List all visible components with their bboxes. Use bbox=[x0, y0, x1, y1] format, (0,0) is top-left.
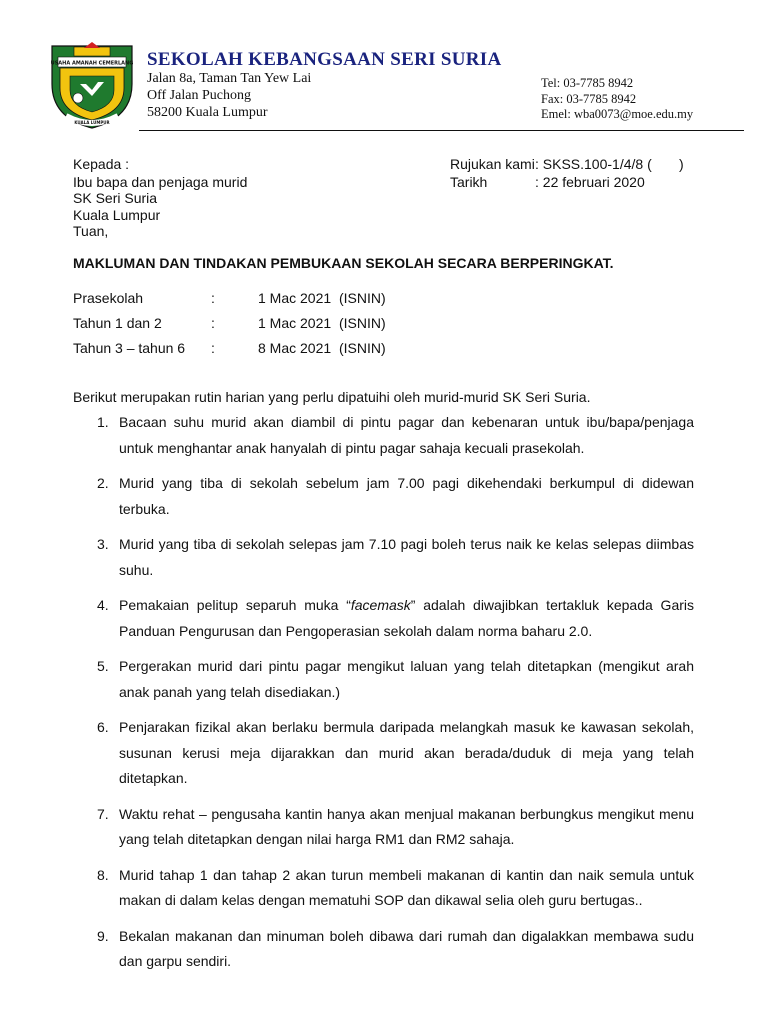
rule-item bbox=[73, 654, 694, 705]
email-address: Emel: wba0073@moe.edu.my bbox=[541, 107, 694, 121]
reference-value: : SKSS.100-1/4/8 ( ) bbox=[535, 156, 684, 172]
schedule-colon: : bbox=[211, 340, 215, 356]
rule-text: Pergerakan murid dari pintu pagar mengikut laluan yang telah ditetapkan (mengikut arah anak panah yang telah disediakan.) bbox=[119, 658, 694, 700]
rule-number: 4. bbox=[97, 597, 109, 613]
recipient-line-3: Kuala Lumpur bbox=[73, 207, 161, 223]
rule-text: Waktu rehat – pengusaha kantin hanya akan menjual makanan berbungkus mengikut menu yang telah ditetapkan dengan nilai harga RM1 dan RM2 sahaja. bbox=[119, 805, 694, 847]
rules-intro: Berikut merupakan rutin harian yang perlu dipatuihi oleh murid-murid SK Seri Suria. bbox=[73, 389, 591, 405]
rule-text-after: ” adalah diwajibkan tertakluk kepada Garis Panduan Pengurusan dan Pengoperasian sekolah dalam norma baharu 2.0. bbox=[119, 597, 695, 639]
schedule-label: Tahun 1 dan 2 bbox=[73, 315, 162, 331]
rule-item bbox=[73, 532, 694, 583]
rule-text: Murid tahap 1 dan tahap 2 akan turun membeli makanan di kantin dan naik semula untuk makan di dalam kelas dengan mematuhi SOP dan dikawal selia oleh guru bertugas.. bbox=[119, 866, 694, 908]
letterhead-divider bbox=[139, 130, 744, 131]
schedule-label: Prasekolah bbox=[73, 290, 144, 306]
rule-text: Penjarakan fizikal akan berlaku bermula daripada melangkah masuk ke kawasan sekolah, susunan kerusi meja dijarakkan dan murid akan berada/duduk di meja yang telah ditetapkan. bbox=[119, 719, 694, 786]
school-crest-icon bbox=[44, 38, 140, 130]
address-line-1: Jalan 8a, Taman Tan Yew Lai bbox=[147, 71, 312, 86]
rule-text: Bekalan makanan dan minuman boleh dibawa dari rumah dan digalakkan membawa sudu dan garpu sendiri. bbox=[119, 927, 694, 969]
rule-item bbox=[73, 593, 694, 644]
recipient-heading: Kepada : bbox=[73, 156, 130, 172]
rule-number: 9. bbox=[97, 927, 109, 944]
rule-item bbox=[73, 863, 694, 914]
schedule-colon: : bbox=[211, 315, 215, 331]
phone-number: Tel: 03-7785 8942 bbox=[541, 76, 634, 90]
date-label: Tarikh bbox=[450, 174, 488, 190]
fax-number: Fax: 03-7785 8942 bbox=[541, 92, 637, 106]
rule-item bbox=[73, 715, 694, 792]
rule-number: 8. bbox=[97, 866, 109, 883]
rule-number: 1. bbox=[97, 414, 109, 430]
rule-number: 7. bbox=[97, 805, 109, 822]
address-line-3: 58200 Kuala Lumpur bbox=[147, 105, 268, 120]
logo-city: KUALA LUMPUR bbox=[74, 120, 110, 125]
rule-text: Murid yang tiba di sekolah sebelum jam 7.00 pagi dikehendaki berkumpul di didewan terbuka. bbox=[119, 475, 694, 517]
rule-text-before: Pemakaian pelitup separuh muka “ bbox=[119, 597, 351, 613]
school-name: SEKOLAH KEBANGSAAN SERI SURIA bbox=[147, 49, 502, 70]
rule-number: 6. bbox=[97, 719, 109, 735]
letter-subject: MAKLUMAN DAN TINDAKAN PEMBUKAAN SEKOLAH SECARA BERPERINGKAT. bbox=[73, 255, 614, 271]
rule-item bbox=[73, 802, 694, 853]
schedule-colon: : bbox=[211, 290, 215, 306]
recipient-line-2: SK Seri Suria bbox=[73, 190, 158, 206]
school-crest-logo bbox=[44, 38, 140, 130]
reference-label: Rujukan kami bbox=[450, 156, 535, 172]
schedule-date: 1 Mac 2021 (ISNIN) bbox=[258, 290, 386, 306]
salutation: Tuan, bbox=[73, 223, 109, 239]
rule-text-italic: facemask bbox=[350, 597, 411, 613]
schedule-date: 1 Mac 2021 (ISNIN) bbox=[258, 315, 386, 331]
rule-text: Bacaan suhu murid akan diambil di pintu pagar dan kebenaran untuk ibu/bapa/penjaga untuk menghantar anak hanyalah di pintu pagar sahaja kecuali prasekolah. bbox=[119, 414, 694, 456]
rule-number: 2. bbox=[97, 475, 109, 491]
schedule-date: 8 Mac 2021 (ISNIN) bbox=[258, 340, 386, 356]
address-line-2: Off Jalan Puchong bbox=[147, 88, 251, 103]
rule-item bbox=[73, 410, 694, 461]
rule-number: 3. bbox=[97, 536, 109, 552]
rule-item bbox=[73, 471, 694, 522]
rule-number: 5. bbox=[97, 658, 109, 674]
date-value: : 22 februari 2020 bbox=[535, 174, 645, 190]
schedule-label: Tahun 3 – tahun 6 bbox=[73, 340, 186, 356]
rule-item bbox=[73, 924, 694, 975]
recipient-line-1: Ibu bapa dan penjaga murid bbox=[73, 174, 248, 190]
rule-text: Murid yang tiba di sekolah selepas jam 7.10 pagi boleh terus naik ke kelas selepas diimbas suhu. bbox=[119, 536, 694, 578]
logo-motto: USAHA AMANAH CEMERLANG bbox=[50, 60, 134, 67]
rules-list bbox=[73, 410, 694, 985]
